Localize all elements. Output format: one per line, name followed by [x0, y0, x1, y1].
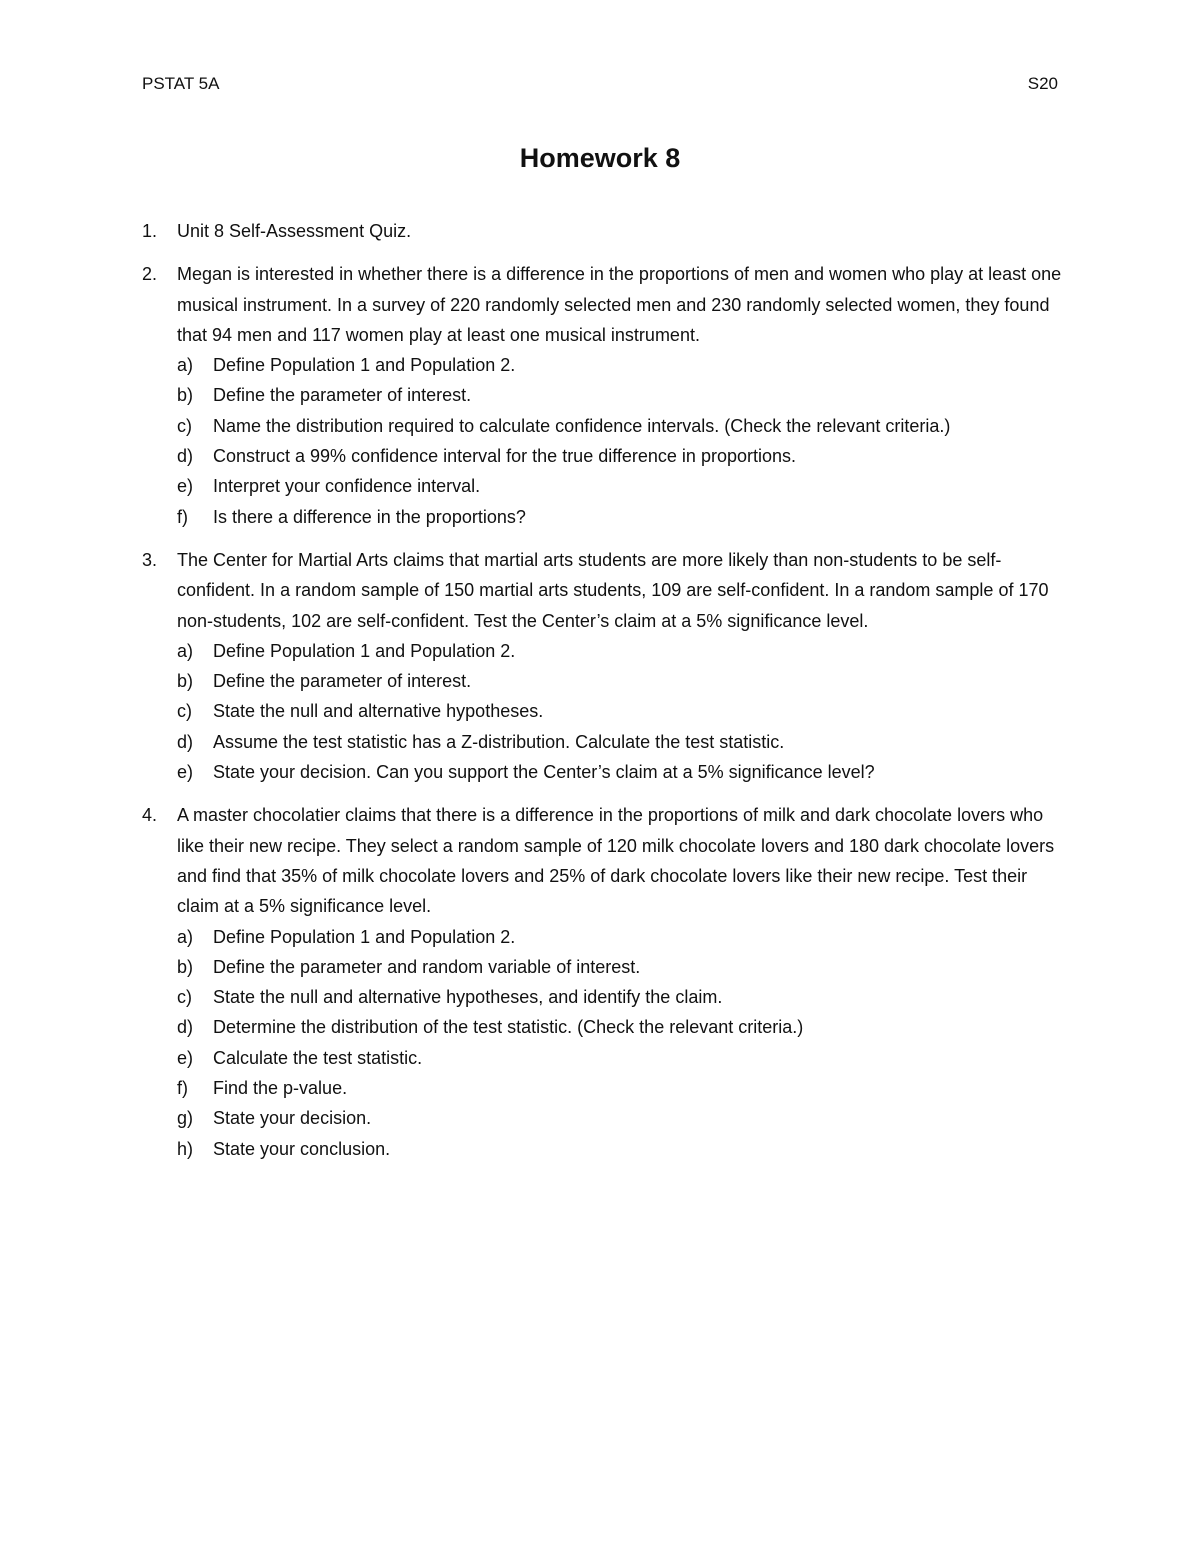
sub-question: [177, 1012, 1072, 1042]
sub-question-text: Define the parameter and random variable of interest.: [213, 956, 641, 977]
question-number: 4.: [142, 805, 158, 826]
sub-question: [177, 982, 1072, 1012]
sub-question-text: Find the p-value.: [213, 1078, 348, 1099]
sub-question: [177, 757, 1072, 787]
sub-question-text: Calculate the test statistic.: [213, 1047, 423, 1068]
sub-question: [177, 1043, 1072, 1073]
sub-question-letter: a): [177, 355, 194, 376]
sub-question-text: State your decision.: [213, 1108, 372, 1129]
sub-question: [177, 1134, 1072, 1164]
sub-question: [177, 471, 1072, 501]
question-text: A master chocolatier claims that there is a difference in the proportions of milk and dark chocolate lovers who like their new recipe. They select a random sample of 120 milk chocolate lovers and 180 dark chocolate lovers and find that 35% of milk chocolate lovers and 25% of dark chocolate lovers like their new recipe. Test their claim at a 5% significance level.: [177, 805, 1055, 917]
sub-question-text: Construct a 99% confidence interval for the true difference in proportions.: [213, 446, 796, 467]
page-title: Homework 8: [519, 143, 681, 173]
sub-question: [177, 952, 1072, 982]
sub-question-text: Interpret your confidence interval.: [213, 476, 481, 497]
sub-question-letter: e): [177, 1047, 194, 1068]
sub-question-letter: f): [177, 506, 188, 527]
question-text: Unit 8 Self-Assessment Quiz.: [177, 221, 412, 241]
sub-question-text: Define Population 1 and Population 2.: [213, 640, 516, 661]
sub-question: [177, 696, 1072, 726]
question-3: [142, 545, 1072, 787]
sub-question: [177, 411, 1072, 441]
sub-question-letter: f): [177, 1078, 188, 1099]
sub-question-text: Define the parameter of interest.: [213, 385, 472, 406]
sub-question-text: State your conclusion.: [213, 1138, 391, 1159]
sub-question-text: Name the distribution required to calculate confidence intervals. (Check the relevant criteria.): [213, 415, 951, 436]
sub-question-text: State the null and alternative hypotheses.: [213, 701, 544, 722]
sub-question: [177, 666, 1072, 696]
question-2: [142, 259, 1072, 532]
sub-question-letter: h): [177, 1138, 194, 1159]
sub-question: [177, 502, 1072, 532]
sub-question: [177, 727, 1072, 757]
question-text: The Center for Martial Arts claims that martial arts students are more likely than non-students to be self-confident. In a random sample of 150 martial arts students, 109 are self-confident. In a random sample of 170 non-students, 102 are self-confident. Test the Center’s claim at a 5% significance level.: [177, 549, 1049, 631]
sub-question-text: Define the parameter of interest.: [213, 671, 472, 692]
sub-question: [177, 1103, 1072, 1133]
sub-question-letter: c): [177, 701, 192, 722]
sub-question: [177, 636, 1072, 666]
question-number: 1.: [142, 221, 158, 241]
sub-question-letter: a): [177, 926, 194, 947]
sub-question-letter: d): [177, 1017, 194, 1038]
sub-question-letter: e): [177, 762, 194, 783]
sub-question-letter: c): [177, 987, 192, 1008]
question-4: [142, 800, 1072, 1164]
sub-question-letter: b): [177, 385, 194, 406]
sub-question-letter: e): [177, 476, 194, 497]
sub-question: [177, 1073, 1072, 1103]
sub-question-text: Determine the distribution of the test statistic. (Check the relevant criteria.): [213, 1017, 804, 1038]
sub-question: [177, 922, 1072, 952]
question-1: [142, 216, 1072, 246]
sub-question: [177, 380, 1072, 410]
term-code: S20: [1027, 74, 1058, 93]
course-code: PSTAT 5A: [142, 74, 220, 93]
sub-question-letter: c): [177, 415, 192, 436]
sub-question-text: Is there a difference in the proportions?: [213, 506, 526, 527]
sub-question-letter: d): [177, 731, 194, 752]
sub-question-letter: b): [177, 956, 194, 977]
sub-question-text: Define Population 1 and Population 2.: [213, 355, 516, 376]
page-header: [142, 74, 1058, 98]
sub-question-letter: a): [177, 640, 194, 661]
question-list: [142, 216, 1072, 1177]
question-number: 3.: [142, 549, 158, 570]
sub-question-text: Define Population 1 and Population 2.: [213, 926, 516, 947]
sub-question-letter: g): [177, 1108, 194, 1129]
sub-question-text: State your decision. Can you support the Center’s claim at a 5% significance level?: [213, 762, 875, 783]
sub-question-text: State the null and alternative hypotheses, and identify the claim.: [213, 987, 723, 1008]
question-number: 2.: [142, 264, 158, 285]
sub-question: [177, 441, 1072, 471]
sub-question-text: Assume the test statistic has a Z-distribution. Calculate the test statistic.: [213, 731, 785, 752]
sub-question: [177, 350, 1072, 380]
sub-question-letter: b): [177, 671, 194, 692]
question-text: Megan is interested in whether there is a difference in the proportions of men and women who play at least one musical instrument. In a survey of 220 randomly selected men and 230 randomly selected women, they found that 94 men and 117 women play at least one musical instrument.: [177, 264, 1062, 345]
sub-question-letter: d): [177, 446, 194, 467]
